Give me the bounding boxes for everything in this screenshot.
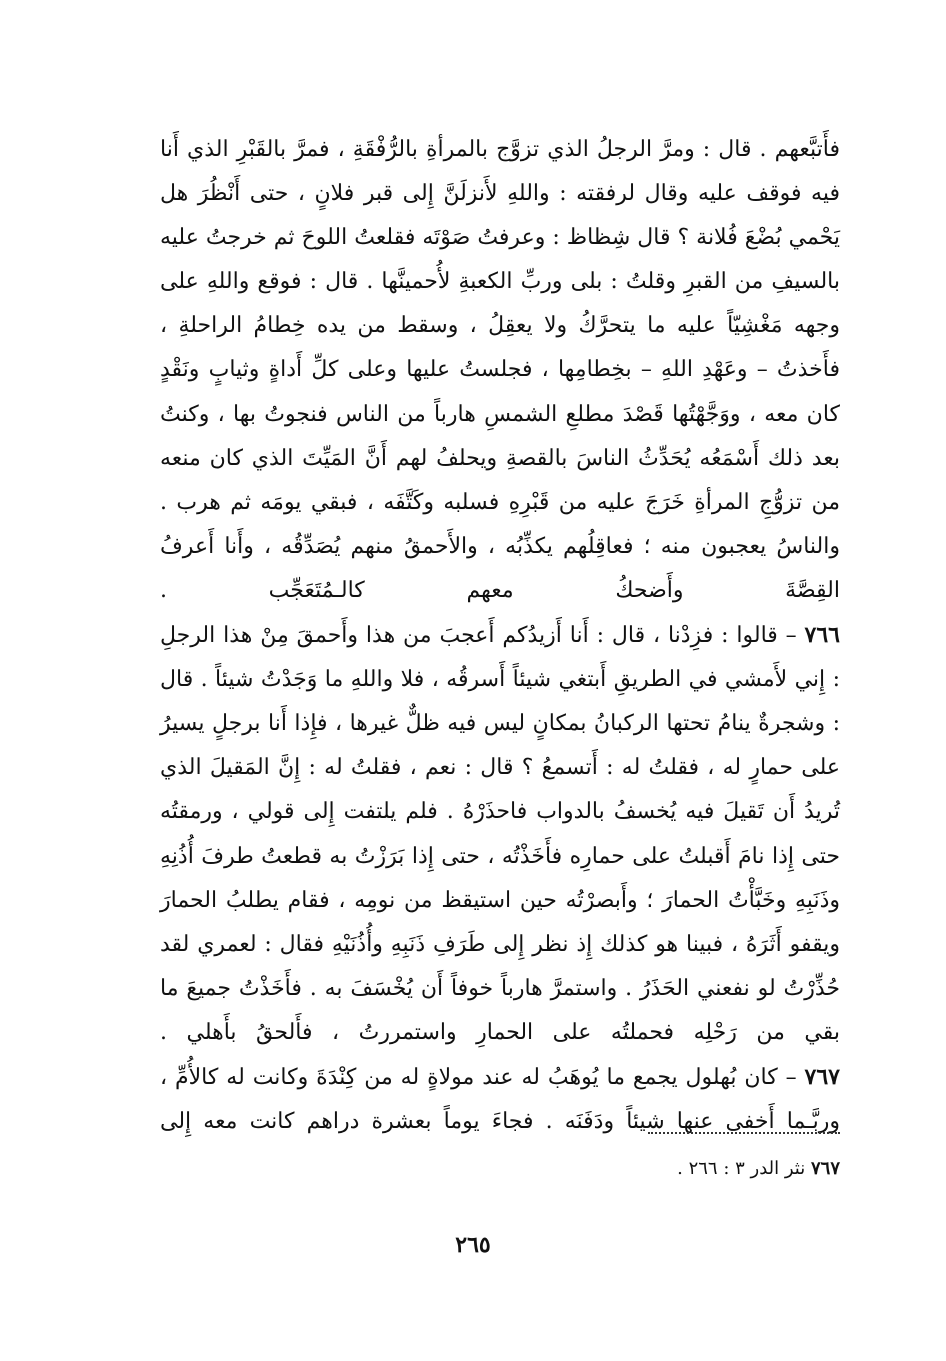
footnote-number: ٧٦٧	[810, 1158, 840, 1179]
paragraph-continuation	[160, 128, 840, 613]
main-text	[160, 128, 840, 1144]
footnote-text: نثر الدر ٣ : ٢٦٦ .	[677, 1158, 806, 1179]
paragraph-text: – قالوا : فزِدْنا ، قال : أَنا أَزيدُكم أَعجبَ من هذا وأَحمقَ مِنْ هذا الرجلِ : إِني لأَمشي في الطريقِ أَبتغي شيئاً أَسرقُه ، فلا واللهِ ما وَجَدْتُ شيئاً . قال : وشجرةٌ ينامُ تحتها الركبانُ بمكانٍ ليس فيه ظلٌّ غيرها ، فإِذا أَنا برجلٍ يسيرُ على حمارٍ له ، فقلتُ له : أَتسمعُ ؟ قال : نعم ، فقلتُ له : إِنَّ المَقيلَ الذي تُريدُ أَن تَقيلَ فيه يُخسفُ بالدواب فاحذَرْهُ . فلم يلتفت إِلى قولي ، ورمقتُه حتى إِذا نامَ أَقبلتُ على حمارِه فأَخَذْتُه ، حتى إِذا بَرَزْتُ به قطعتُ طرفَ أُذُنِهِ وذَنَبِهِ وخَبَّأْتُ الحمارَ ؛ وأَبصرْتُه حين استيقظ من نومِه ، فقام يطلبُ الحمارَ ويقفو أَثَرَهُ ، فبينا هو كذلك إِذ نظر إِلى طَرَفِ ذَنَبِهِ وأُذُنَيْهِ فقال : لعمري لقد حُذِّرْتُ لو نفعني الحَذَرُ . واستمرَّ هارباً خوفاً أَن يُخْسَفَ به . فأَخَذْتُ جميعَ ما بقي من رَحْلِه فحملتُه على الحمارِ واستمررتُ ، فأَلحقُ بأَهلي .	[160, 623, 840, 1045]
paragraph-766	[160, 613, 840, 1055]
page-number: ٢٦٥	[455, 1232, 491, 1258]
paragraph-number: ٧٦٦	[804, 622, 840, 649]
paragraph-767	[160, 1055, 840, 1144]
footnote-separator	[648, 1132, 840, 1134]
paragraph-number: ٧٦٧	[804, 1063, 840, 1090]
footnote	[677, 1154, 840, 1184]
paragraph-text: فأَتبَّعهم . قال : ومرَّ الرجلُ الذي تزوَّج بالمرأةِ بالرُّفْقَةِ ، فمرَّ بالقَبْرِ الذي أَنا فيه فوقف عليه وقال لرفقته : واللهِ لأَنزلَنَّ إِلى قبر فلانٍ ، حتى أَنْظُرَ هل يَحْمي بُضْعَ فُلانة ؟ قال شِظاظ : وعرفتُ صَوْتَه فقلعتُ اللوحَ ثم خرجتُ عليه بالسيفِ من القبرِ وقلتُ : بلى وربِّ الكعبةِ لأُحمينَّها . قال : فوقع واللهِ على وجهه مَغْشِيّاً عليه ما يتحرَّكُ ولا يعقِلُ ، وسقط من يده خِطامُ الراحلةِ ، فأَخذتُ – وعَهْدِ اللهِ – بخِطامِها ، فجلستُ عليها وعلى كلِّ أَداةٍ وثيابٍ ونَقْدٍ كان معه ، ووَجَّهْتُها قَصْدَ مطلعِ الشمسِ هارباً من الناس فنجوتُ بها ، وكنتُ بعد ذلك أَسْمَعُه يُحَدِّثُ الناسَ بالقصةِ ويحلفُ لهم أَنَّ المَيِّتَ الذي كان منعه من تزوُّجِ المرأةِ خَرَجَ عليه من قَبْرِهِ فسلبه وكَتَّفَه ، فبقي يومَه ثم هرب . والناسُ يعجبون منه ؛ فعاقِلُهم يكذِّبُه ، والأَحمقُ منهم يُصَدِّقُه ، وأَنا أَعرفُ القِصَّةَ وأَضحكُ معهم كالـمُتَعَجِّب .	[160, 137, 840, 603]
paragraph-text: – كان بُهلول يجمع ما يُوهَبُ له عند مولاةٍ له من كِنْدَةَ وكانت له كالأُمِّ ، وربَّـما أَخفى عنها شيئاً ودَفَنَه . فجاءَ يوماً بعشرة دراهم كانت معه إِلى	[160, 1064, 840, 1135]
